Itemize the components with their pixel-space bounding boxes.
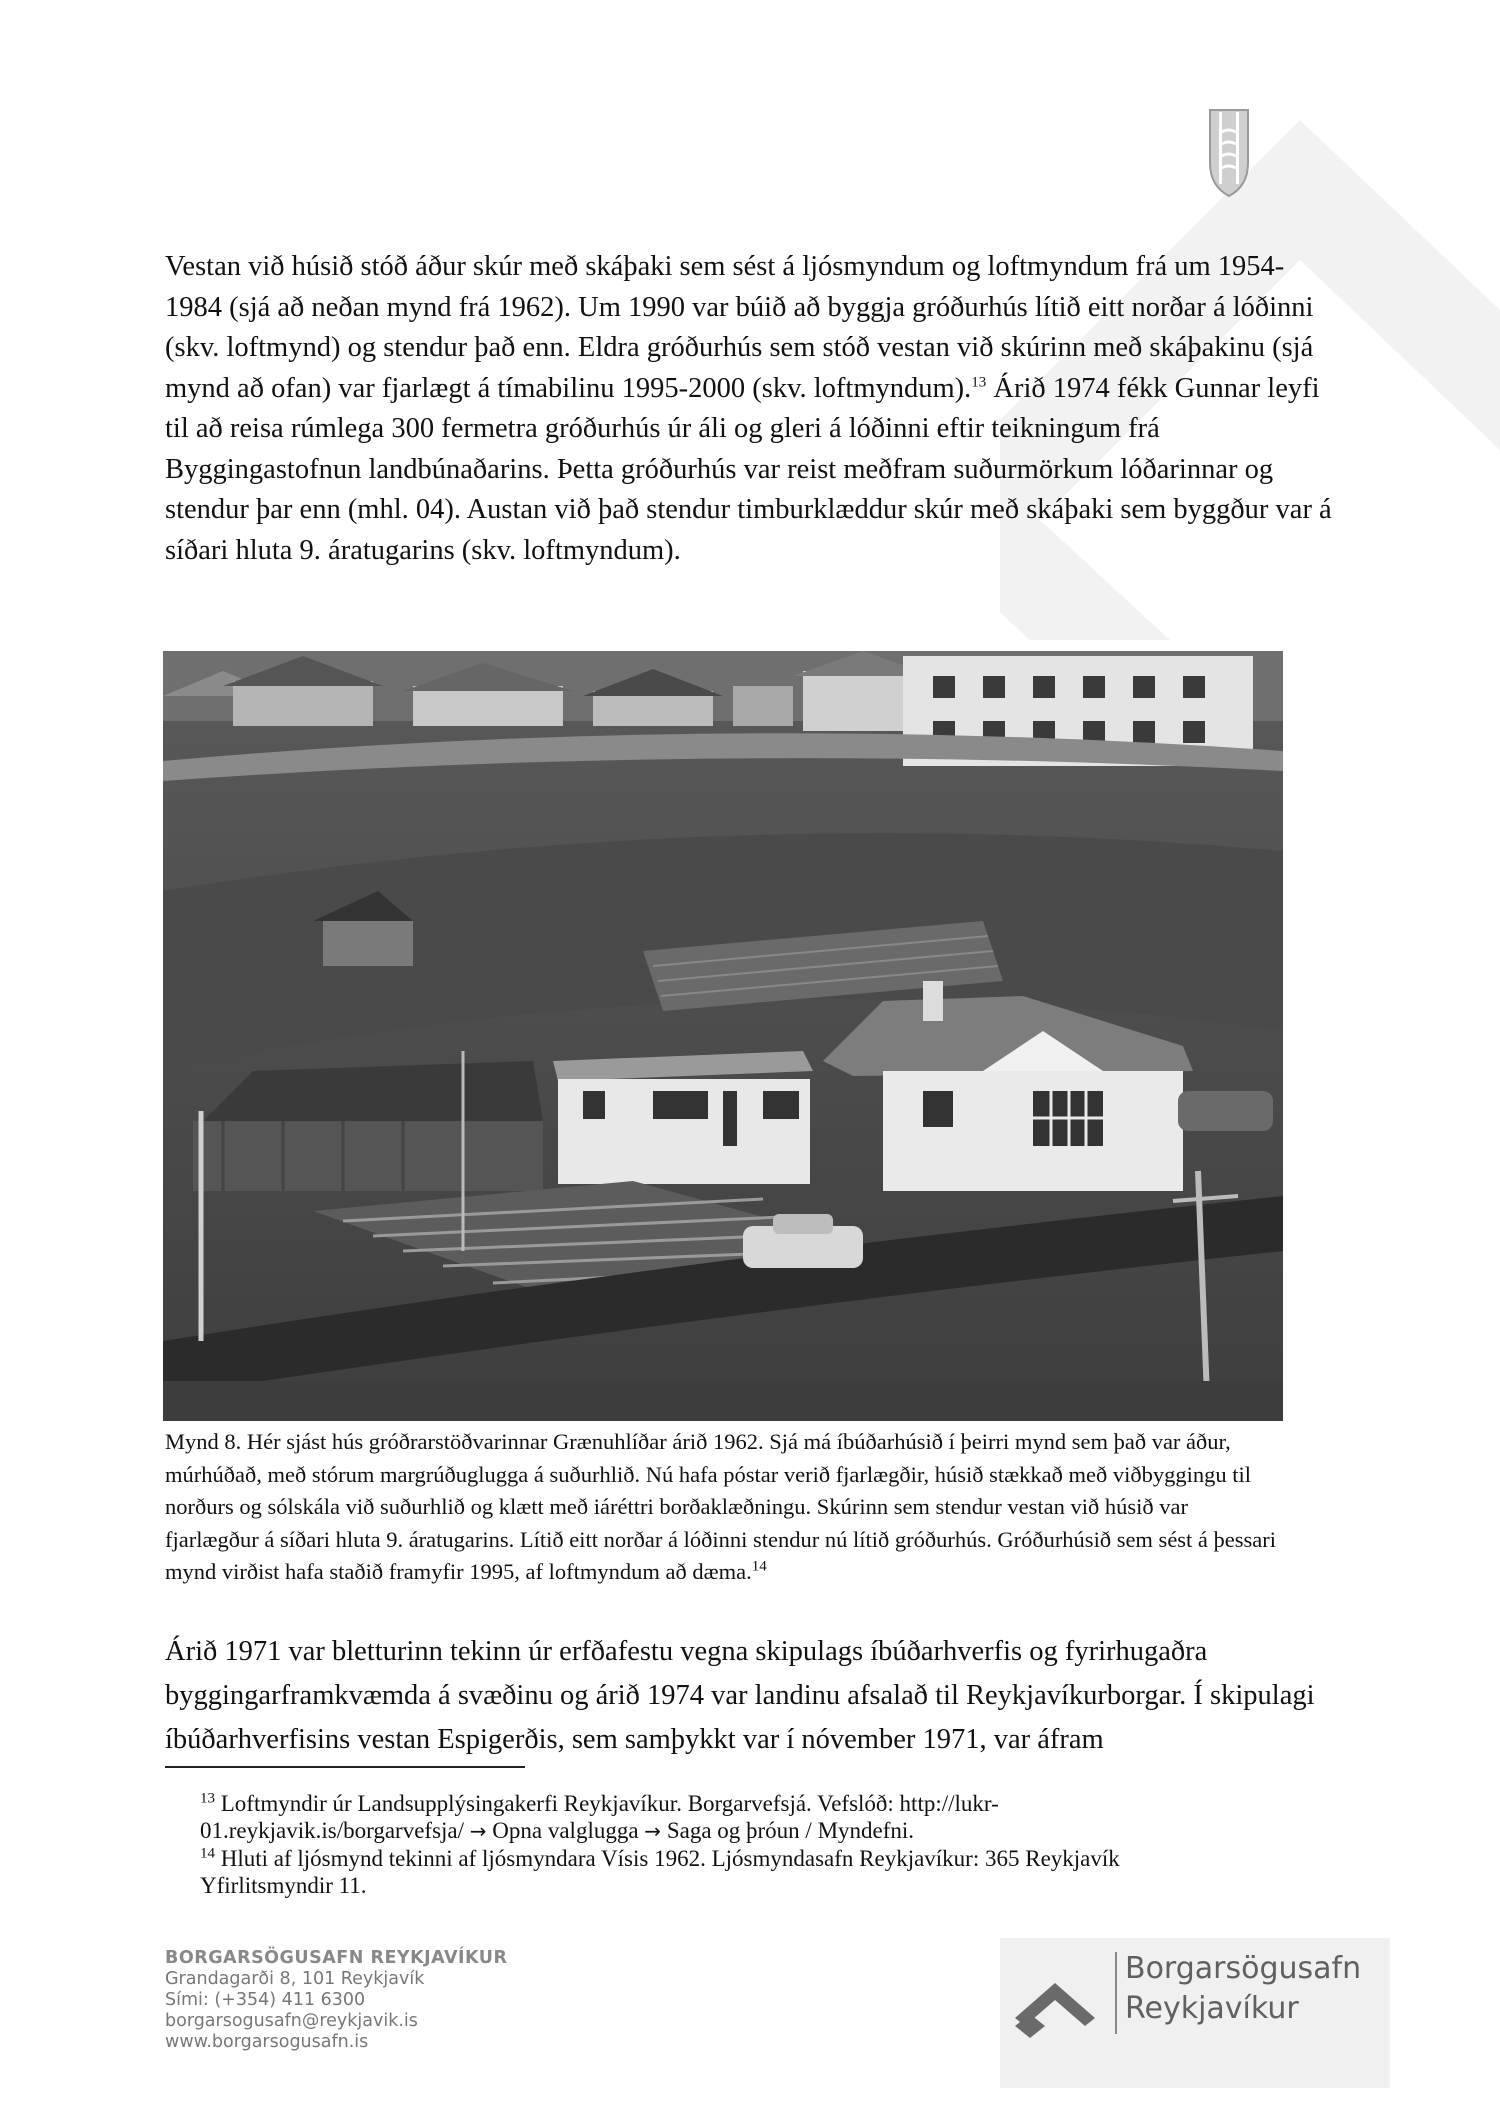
footnote-ref-14[interactable]: 14: [751, 1558, 767, 1575]
figure-caption: [165, 1426, 1285, 1589]
arrow-right-icon: →: [644, 1819, 662, 1843]
chevron-logo-icon: [1010, 1978, 1100, 2038]
footnote-14-line2: Yfirlitsmyndir 11.: [200, 1873, 367, 1898]
logo-name: Borgarsögusafn: [1125, 1951, 1362, 1986]
footnote-13-end: Saga og þróun / Myndefni.: [661, 1818, 915, 1843]
paragraph-1-text: Vestan við húsið stóð áður skúr með skáþaki sem sést á ljósmyndum og loftmyndum frá um 1954-1984 (sjá að neðan mynd frá 1962). Um 1990 var búið að byggja gróðurhús lítið eitt norðar á lóðinni (skv. loftmynd) og stendur það enn. Eldra gróðurhús sem stóð vestan við skúrinn með skáþakinu (sjá mynd að ofan) var fjarlægt á tímabilinu 1995-2000 (skv. loftmyndum).: [165, 251, 1314, 404]
reykjavik-crest-icon: [1208, 108, 1250, 198]
contact-web[interactable]: www.borgarsogusafn.is: [165, 2032, 369, 2052]
museum-logo: [1000, 1938, 1390, 2088]
footnote-number: 14: [200, 1845, 215, 1862]
footnote-divider: [165, 1766, 525, 1768]
footnote-ref-13[interactable]: 13: [971, 374, 987, 390]
footnote-14: [200, 1845, 1200, 1872]
contact-address: Grandagarði 8, 101 Reykjavík: [165, 1969, 425, 1989]
caption-text: Mynd 8. Hér sjást hús gróðrarstöðvarinnar Grænuhlíðar árið 1962. Sjá má íbúðarhúsið í þeirri mynd sem það var áður, múrhúðað, með stórum margrúðuglugga á suðurhlið. Nú hafa póstar verið fjarlægðir, húsið stækkað með viðbyggingu til norðurs og sólskála við suðurhlið og klætt með iáréttri borðaklæðningu. Skúrinn sem stendur vestan við húsið var fjarlægður á síðari hluta 9. áratugarins. Lítið eitt norðar á lóðinni stendur nú lítið gróðurhús. Gróðurhúsið sem sést á þessari mynd virðist hafa staðið framyfir 1995, af loftmyndum að dæma.: [165, 1429, 1277, 1584]
body-paragraph-1: [165, 247, 1340, 571]
logo-city: Reykjavíkur: [1125, 1991, 1299, 2026]
logo-divider: [1115, 1952, 1117, 2034]
footnote-13-step: Opna valglugga: [486, 1818, 645, 1843]
footnote-13: [200, 1790, 1200, 1817]
footnotes: [200, 1790, 1200, 1899]
contact-phone: Sími: (+354) 411 6300: [165, 1990, 366, 2010]
contact-email[interactable]: borgarsogusafn@reykjavik.is: [165, 2011, 418, 2031]
footnote-13-line2: [200, 1817, 1200, 1845]
historic-photo: [163, 651, 1283, 1421]
body-paragraph-2: Árið 1971 var bletturinn tekinn úr erfðafestu vegna skipulags íbúðarhverfis og fyrirhugaðra byggingarframkvæmda á svæðinu og árið 1974 var landinu afsalað til Reykjavíkurborgar. Í skipulagi íbúðarhverfisins vestan Espigerðis, sem samþykkt var í nóvember 1971, var áfram: [165, 1636, 1315, 1755]
paragraph-1-text-after: Árið 1974 fékk Gunnar leyfi til að reisa rúmlega 300 fermetra gróðurhús úr áli og gleri á lóðinni eftir teikningum frá Byggingastofnun landbúnaðarins. Þetta gróðurhús var reist meðfram suðurmörkum lóðarinnar og stendur þar enn (mhl. 04). Austan við það stendur timburklæddur skúr með skáþaki sem byggður var á síðari hluta 9. áratugarins (skv. loftmyndum).: [165, 372, 1332, 566]
footnote-number: 13: [200, 1790, 215, 1807]
arrow-right-icon: →: [469, 1819, 487, 1843]
contact-org: BORGARSÖGUSAFN REYKJAVÍKUR: [165, 1948, 508, 1968]
footnote-13-line1: Loftmyndir úr Landsupplýsingakerfi Reykjavíkur. Borgarvefsjá. Vefslóð: http://lukr-: [220, 1791, 999, 1816]
contact-block: [165, 1948, 508, 2053]
footnote-13-url[interactable]: 01.reykjavik.is/borgarvefsja/: [200, 1818, 470, 1843]
footnote-14-line1: Hluti af ljósmynd tekinni af ljósmyndara Vísis 1962. Ljósmyndasafn Reykjavíkur: 365 Reykjavík: [220, 1846, 1120, 1871]
